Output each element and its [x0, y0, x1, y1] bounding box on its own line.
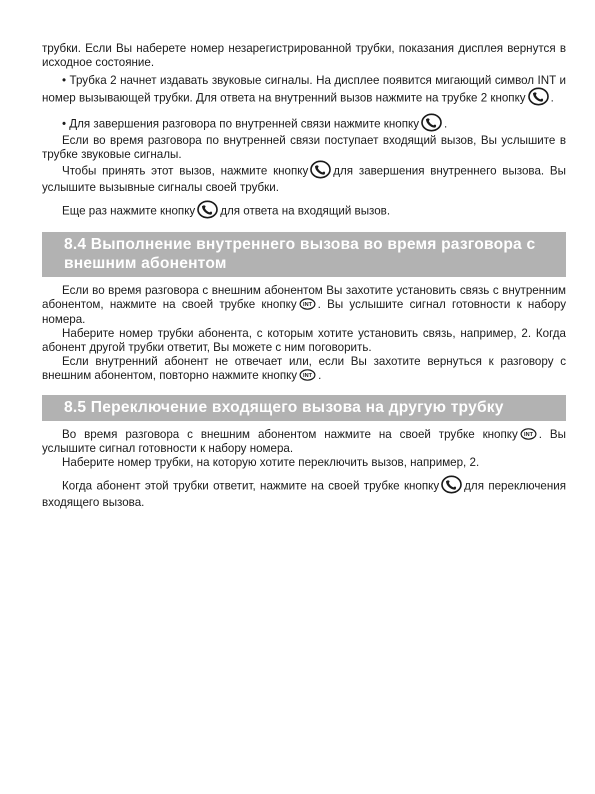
int-button-icon — [520, 428, 537, 440]
paragraph — [42, 162, 566, 195]
paragraph — [42, 477, 566, 510]
paragraph — [42, 355, 566, 383]
paragraph — [42, 42, 566, 70]
paragraph — [42, 327, 566, 355]
paragraph — [42, 284, 566, 327]
paragraph — [42, 456, 566, 470]
paragraph-text: для ответа на входящий вызов. — [220, 204, 391, 218]
phone-icon — [441, 475, 462, 494]
paragraph-text: Если внутренний абонент не отвечает или, если Вы захотите вернуться к разговору с внешним абонентом, повторно нажмите кнопку — [42, 355, 566, 383]
phone-icon — [310, 160, 331, 179]
int-button-icon — [299, 298, 316, 310]
paragraph-text: . Вы услышите сигнал готовности к набору номера. — [42, 298, 566, 326]
paragraph-text: . Вы услышите сигнал готовности к набору номера. — [42, 427, 566, 455]
int-button-icon — [299, 369, 316, 381]
section-heading-8-5: 8.5 Переключение входящего вызова на другую трубку — [42, 395, 566, 421]
paragraph — [42, 202, 566, 221]
paragraph-text: для завершения внутреннего вызова. Вы услышите вызывные сигналы своей трубки. — [42, 164, 566, 195]
paragraph-text: Наберите номер трубки абонента, с которым хотите установить связь, например, 2. Когда абонент другой трубки ответит, Вы можете с ним поговорить. — [42, 326, 566, 355]
paragraph-text: для переключения входящего вызова. — [42, 479, 566, 510]
paragraph-text: Если во время разговора с внешним абонентом Вы захотите установить связь с внутренним абонентом, нажмите на своей трубке кнопку — [42, 284, 566, 312]
paragraph-text: • Для завершения разговора по внутренней связи нажмите кнопку — [62, 117, 419, 131]
paragraph — [42, 428, 566, 456]
paragraph-text: Еще раз нажмите кнопку — [62, 204, 196, 218]
phone-icon — [197, 200, 218, 219]
paragraph-text: Если во время разговора по внутренней связи поступает входящий вызов, Вы услышите в трубке звуковые сигналы. — [42, 133, 566, 161]
section-heading-8-4: 8.4 Выполнение внутреннего вызова во время разговора с внешним абонентом — [42, 232, 566, 277]
paragraph — [42, 74, 566, 107]
paragraph — [42, 134, 566, 162]
paragraph-text: Наберите номер трубки, на которую хотите переключить вызов, например, 2. — [62, 456, 480, 470]
paragraph-text: . — [444, 117, 448, 131]
paragraph-text: Во время разговора с внешним абонентом нажмите на своей трубке кнопку — [62, 427, 518, 441]
paragraph — [42, 115, 566, 134]
paragraph-text: . — [550, 91, 554, 105]
paragraph-text: Чтобы принять этот вызов, нажмите кнопку — [62, 164, 309, 178]
phone-icon — [528, 87, 549, 106]
paragraph-text: • Трубка 2 начнет издавать звуковые сигналы. На дисплее появится мигающий символ INT и номер вызывающей трубки. Для ответа на внутренний вызов нажмите на трубке 2 кнопку — [42, 74, 566, 105]
paragraph-text: трубки. Если Вы наберете номер незарегистрированной трубки, показания дисплея вернутся в исходное состояние. — [42, 42, 566, 70]
phone-icon — [421, 113, 442, 132]
paragraph-text: . — [318, 369, 322, 383]
paragraph-text: Когда абонент этой трубки ответит, нажмите на своей трубке кнопку — [62, 479, 440, 493]
document-page — [42, 42, 566, 510]
